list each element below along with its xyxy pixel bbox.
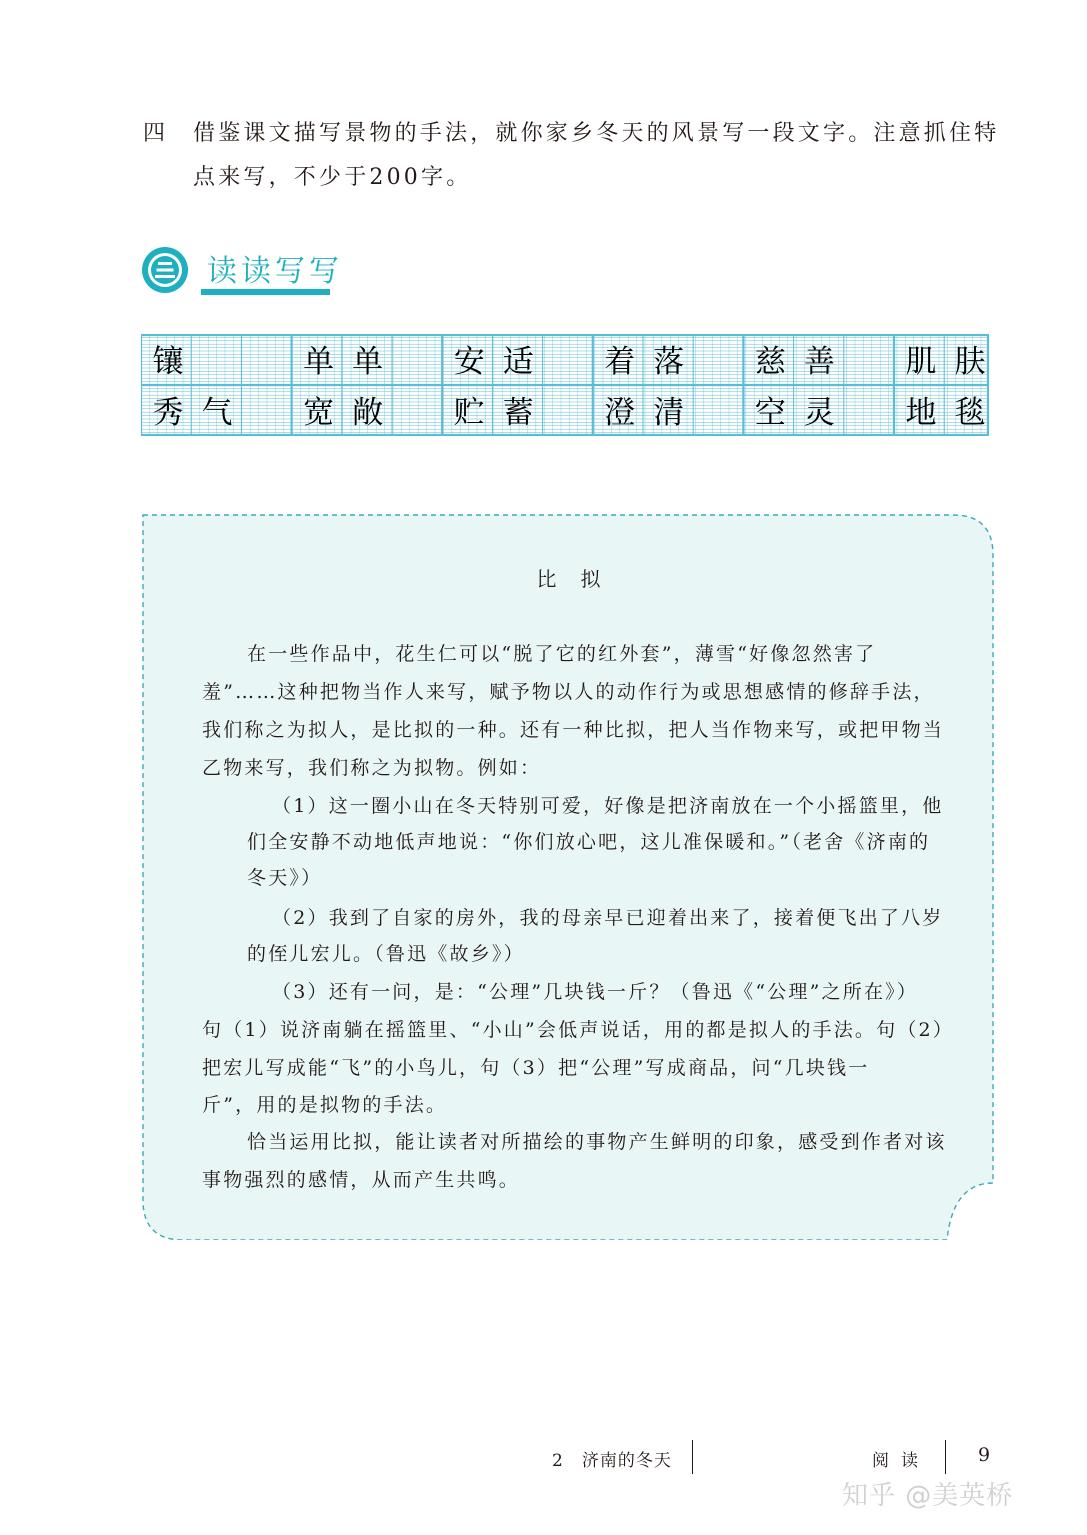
page-number: 9 bbox=[978, 1444, 991, 1466]
section-title-underline bbox=[201, 289, 330, 295]
vocab-character: 清 bbox=[653, 395, 685, 431]
knowledge-example-line: 们全安静不动地低声地说：“你们放心吧，这儿准保暖和。”（老舍《济南的 bbox=[247, 831, 931, 853]
vocab-character: 肌 bbox=[905, 344, 937, 380]
knowledge-line: 斤”，用的是拟物的手法。 bbox=[202, 1094, 448, 1116]
watermark: 知乎 @美英桥 bbox=[842, 1481, 1014, 1511]
vocab-character: 适 bbox=[502, 344, 534, 380]
knowledge-example-line: （2）我到了自家的房外，我的母亲早已迎着出来了，接着便飞出了八岁 bbox=[272, 907, 944, 929]
vocabulary-grid bbox=[141, 334, 989, 436]
vocab-character: 灵 bbox=[803, 395, 835, 431]
vocab-character: 慈 bbox=[754, 344, 786, 380]
knowledge-line: 乙物来写，我们称之为拟物。例如： bbox=[202, 757, 542, 779]
vocab-character: 落 bbox=[653, 344, 685, 380]
vocab-character: 宽 bbox=[303, 395, 335, 431]
vocab-character: 气 bbox=[201, 395, 233, 431]
footer-chapter: 2 济南的冬天 bbox=[552, 1451, 672, 1471]
vocab-character: 单 bbox=[303, 344, 335, 380]
vocab-character: 空 bbox=[754, 395, 786, 431]
knowledge-example-line: （3）还有一问，是：“公理”几块钱一斤？（鲁迅《“公理”之所在》） bbox=[272, 981, 919, 1003]
knowledge-line: 句（1）说济南躺在摇篮里、“小山”会低声说话，用的都是拟人的手法。句（2） bbox=[202, 1019, 955, 1041]
vocab-character: 着 bbox=[604, 344, 636, 380]
vocab-character: 蓄 bbox=[502, 395, 534, 431]
vocab-character: 地 bbox=[905, 395, 937, 431]
vocab-character: 镶 bbox=[152, 344, 184, 380]
vocab-character: 敞 bbox=[352, 395, 384, 431]
knowledge-example-line: （1）这一圈小山在冬天特别可爱，好像是把济南放在一个小摇篮里，他 bbox=[272, 795, 944, 817]
knowledge-line: 事物强烈的感情，从而产生共鸣。 bbox=[202, 1169, 521, 1191]
knowledge-line: 把宏儿写成能“飞”的小鸟儿，句（3）把“公理”写成商品，问“几块钱一 bbox=[202, 1057, 870, 1079]
exercise-number: 四 bbox=[143, 121, 168, 146]
knowledge-title: 比拟 bbox=[536, 567, 625, 591]
knowledge-line: 我们称之为拟人，是比拟的一种。还有一种比拟，把人当作物来写，或把甲物当 bbox=[202, 719, 945, 741]
footer-divider bbox=[945, 1440, 946, 1474]
knowledge-line: 在一些作品中，花生仁可以“脱了它的红外套”，薄雪“好像忽然害了 bbox=[247, 643, 877, 665]
footer-section: 阅读 bbox=[872, 1451, 930, 1471]
knowledge-example-line: 的侄儿宏儿。（鲁迅《故乡》） bbox=[247, 943, 525, 965]
exercise-text-line-2: 点来写，不少于200字。 bbox=[193, 165, 472, 190]
vocab-character: 秀 bbox=[152, 395, 184, 431]
number-three-circle-icon bbox=[141, 246, 189, 294]
knowledge-example-line: 冬天》） bbox=[247, 867, 323, 889]
vocab-character: 贮 bbox=[453, 395, 485, 431]
footer-divider bbox=[692, 1440, 693, 1474]
vocab-character: 安 bbox=[453, 344, 485, 380]
vocab-character: 肤 bbox=[954, 344, 986, 380]
vocab-character: 善 bbox=[803, 344, 835, 380]
knowledge-line: 恰当运用比拟，能让读者对所描绘的事物产生鲜明的印象，感受到作者对该 bbox=[247, 1131, 947, 1153]
vocab-character: 单 bbox=[352, 344, 384, 380]
vocab-character: 澄 bbox=[604, 395, 636, 431]
knowledge-line: 羞”……这种把物当作人来写，赋予物以人的动作行为或思想感情的修辞手法， bbox=[202, 681, 935, 703]
section-title: 读读写写 bbox=[207, 254, 343, 289]
vocab-character: 毯 bbox=[954, 395, 986, 431]
exercise-text-line-1: 借鉴课文描写景物的手法，就你家乡冬天的风景写一段文字。注意抓住特 bbox=[193, 121, 1000, 146]
